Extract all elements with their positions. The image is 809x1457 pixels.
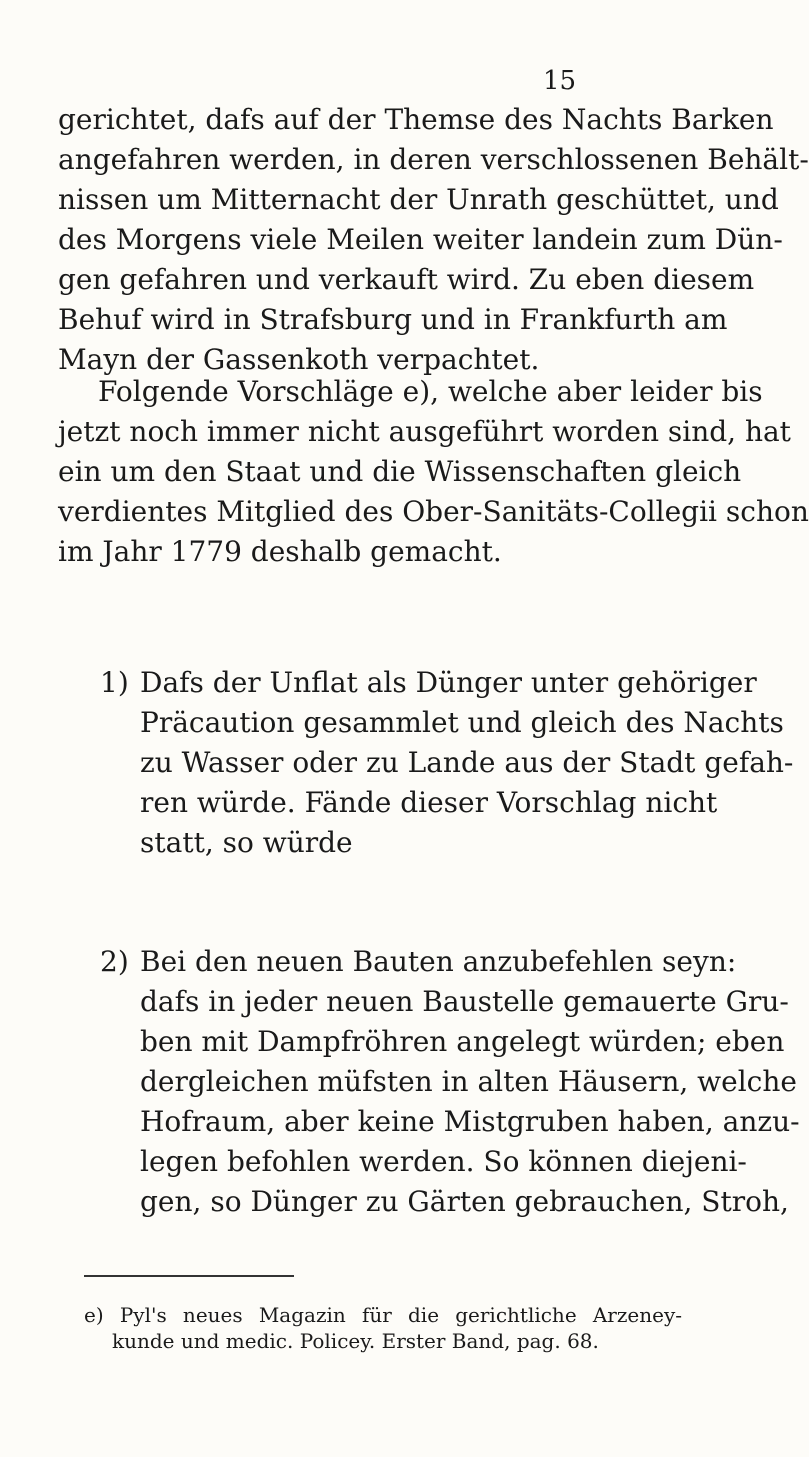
numbered-item-1 — [58, 663, 794, 863]
page-number: 15 — [543, 66, 577, 96]
item-number: 2) — [100, 945, 129, 978]
item-number: 1) — [100, 666, 129, 699]
text-line: Hofraum, aber keine Mistgruben haben, anzu- — [140, 1105, 800, 1138]
footnote-line: e) Pyl's neues Magazin für die gerichtliche Arzeney- — [84, 1303, 682, 1327]
text-line: Mayn der Gassenkoth verpachtet. — [58, 343, 540, 376]
text-line: jetzt noch immer nicht ausgeführt worden sind, hat — [58, 415, 791, 448]
paragraph-1 — [58, 100, 809, 380]
text-line: Behuf wird in Strafsburg und in Frankfurth am — [58, 303, 728, 336]
text-line: zu Wasser oder zu Lande aus der Stadt gefah- — [140, 746, 794, 779]
numbered-item-2 — [58, 942, 800, 1222]
text-line: gerichtet, dafs auf der Themse des Nachts Barken — [58, 103, 774, 136]
footnote-line: kunde und medic. Policey. Erster Band, pag. 68. — [112, 1329, 599, 1353]
text-line: Folgende Vorschläge e), welche aber leider bis — [98, 375, 763, 408]
text-line: ren würde. Fände dieser Vorschlag nicht — [140, 786, 718, 819]
text-line: statt, so würde — [140, 826, 353, 859]
text-line: des Morgens viele Meilen weiter landein zum Dün- — [58, 223, 783, 256]
text-line: gen, so Dünger zu Gärten gebrauchen, Stroh, — [140, 1185, 789, 1218]
text-line: gen gefahren und verkauft wird. Zu eben diesem — [58, 263, 755, 296]
footnote — [84, 1302, 682, 1354]
text-line: im Jahr 1779 deshalb gemacht. — [58, 535, 502, 568]
text-line: Dafs der Unflat als Dünger unter gehöriger — [140, 666, 757, 699]
footnote-divider — [84, 1275, 294, 1277]
text-line: ein um den Staat und die Wissenschaften gleich — [58, 455, 742, 488]
text-line: ben mit Dampfröhren angelegt würden; eben — [140, 1025, 785, 1058]
text-line: legen befohlen werden. So können diejeni- — [140, 1145, 747, 1178]
text-line: nissen um Mitternacht der Unrath geschüttet, und — [58, 183, 779, 216]
text-line: verdientes Mitglied des Ober-Sanitäts-Collegii schon — [58, 495, 809, 528]
text-line: dafs in jeder neuen Baustelle gemauerte Gru- — [140, 985, 789, 1018]
text-line: dergleichen müfsten in alten Häusern, welche — [140, 1065, 797, 1098]
paragraph-2 — [58, 372, 809, 572]
text-line: Bei den neuen Bauten anzubefehlen seyn: — [140, 945, 737, 978]
text-line: angefahren werden, in deren verschlossenen Behält- — [58, 143, 809, 176]
text-line: Präcaution gesammlet und gleich des Nachts — [140, 706, 784, 739]
